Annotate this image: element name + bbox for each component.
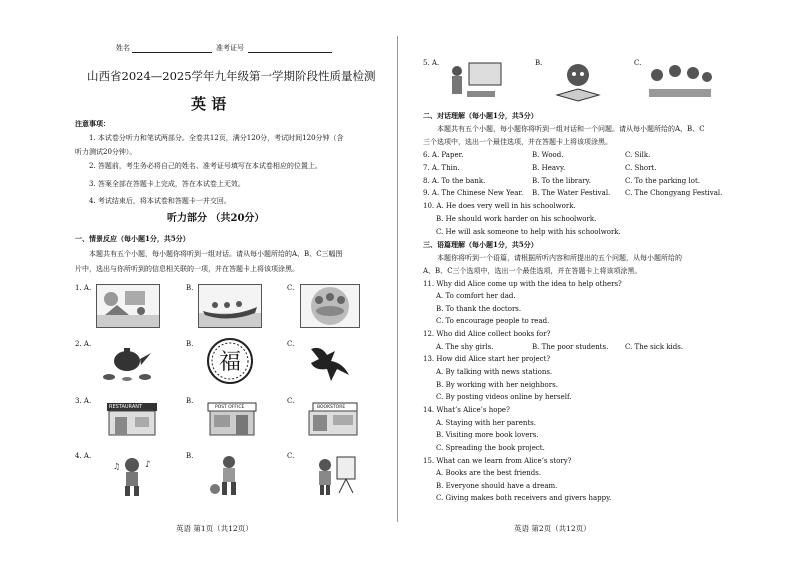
q3-option-a-restaurant-image bbox=[104, 400, 160, 438]
q10-option-a: 10. A. He does very well in his schoolwork. bbox=[423, 202, 576, 210]
footer-left: 英语 第1页（共12页） bbox=[176, 524, 253, 533]
q13-option-b: B. By working with her neighbors. bbox=[436, 381, 558, 389]
q10-option-c: C. He will ask someone to help with his schoolwork. bbox=[436, 228, 621, 236]
q11-stem: 11. Why did Alice come up with the idea to help others? bbox=[423, 280, 622, 288]
q14-option-c: C. Spreading the book project. bbox=[436, 444, 545, 452]
q12-option-c: C. The sick kids. bbox=[625, 343, 684, 351]
q13-stem: 13. How did Alice start her project? bbox=[423, 355, 551, 363]
q6-option-a: 6. A. Paper. bbox=[423, 151, 464, 159]
notes-title: 注意事项： bbox=[75, 119, 110, 128]
section3-title: 三、语篇理解（每小题1分，共5分） bbox=[423, 240, 538, 249]
name-underline bbox=[132, 52, 212, 53]
q12-stem: 12. Who did Alice collect books for? bbox=[423, 330, 551, 338]
q11-option-c: C. To encourage people to read. bbox=[436, 317, 550, 325]
q1-c-label: C. bbox=[287, 284, 295, 292]
subject-title: 英 语 bbox=[191, 95, 227, 113]
q7-option-b: B. Heavy. bbox=[532, 164, 566, 172]
q2-option-b-fu-character-image bbox=[198, 336, 262, 386]
post-office-sign-text: POST OFFICE bbox=[215, 405, 245, 410]
q3-option-b-post-office-image bbox=[205, 400, 259, 438]
q3-number: 3. A. bbox=[75, 397, 92, 405]
q15-option-a: A. Books are the best friends. bbox=[436, 469, 542, 477]
svg-text:♫: ♫ bbox=[113, 462, 121, 471]
q11-option-a: A. To comfort her dad. bbox=[436, 292, 516, 300]
q5-option-b-reading-boy-image bbox=[546, 58, 610, 106]
q2-option-a-teapot-image bbox=[96, 340, 160, 384]
q9-option-c: C. The Chongyang Festival. bbox=[625, 189, 723, 197]
q5-number: 5. A. bbox=[423, 59, 440, 67]
q15-option-b: B. Everyone should have a dream. bbox=[436, 482, 558, 490]
q4-option-b-basketball-boy-image bbox=[198, 452, 262, 498]
q11-option-b: B. To thank the doctors. bbox=[436, 305, 522, 313]
exam-number-label: 准考证号 bbox=[216, 44, 244, 52]
footer-right: 英语 第2页（共12页） bbox=[514, 524, 591, 533]
q3-c-label: C. bbox=[287, 397, 295, 405]
q3-b-label: B. bbox=[186, 397, 194, 405]
section2-instruction-2: 三个选项中，选出一个最佳选项，并在答题卡上将该项涂黑。 bbox=[423, 138, 612, 146]
bookstore-sign-text: BOOKSTORE bbox=[317, 405, 346, 410]
q2-option-c-paper-cut-image bbox=[300, 340, 360, 384]
q9-option-a: 9. A. The Chinese New Year. bbox=[423, 189, 524, 197]
section3-instruction-1: 本题你将听到一个语篇，请根据所听内容和所提出的五个问题，从每小题所给的 bbox=[437, 254, 682, 262]
section3-instruction-2: A、B、C三个选项中，选出一个最佳选项，并在答题卡上将该项涂黑。 bbox=[423, 267, 642, 275]
q1-b-label: B. bbox=[186, 284, 194, 292]
q13-option-c: C. By posting videos online by herself. bbox=[436, 393, 572, 401]
q14-stem: 14. What’s Alice’s hope? bbox=[423, 406, 510, 414]
q3-option-c-bookstore-image bbox=[306, 398, 360, 438]
note-1: 1. 本试卷分听力和笔试两部分。全卷共12页，满分120分，考试时间120分钟（含 bbox=[89, 134, 344, 142]
section2-title: 二、对话理解（每小题1分，共5分） bbox=[423, 111, 538, 120]
q15-stem: 15. What can we learn from Alice’s story? bbox=[423, 457, 572, 465]
svg-text:福: 福 bbox=[218, 350, 242, 375]
q4-option-c-painting-boy-image bbox=[310, 452, 360, 498]
q8-option-c: C. To the parking lot. bbox=[625, 177, 700, 185]
q5-option-c-group-study-image bbox=[644, 58, 716, 106]
q6-option-c: C. Silk. bbox=[625, 151, 651, 159]
section1-instruction-1: 本题共有五个小题，每小题你将听到一组对话。请从每小题所给的A、B、C三幅图 bbox=[89, 250, 343, 258]
restaurant-sign-text: RESTAURANT bbox=[109, 404, 143, 410]
q15-option-c: C. Giving makes both receivers and givers happy. bbox=[436, 494, 612, 502]
q4-number: 4. A. bbox=[75, 452, 92, 460]
q14-option-a: A. Staying with her parents. bbox=[436, 419, 536, 427]
q8-option-a: 8. A. To the bank. bbox=[423, 177, 486, 185]
q10-option-b: B. He should work harder on his schoolwork. bbox=[436, 215, 597, 223]
q1-option-c-family-dinner-image bbox=[300, 284, 360, 328]
q1-option-a-festival-image bbox=[96, 284, 160, 328]
exam-title: 山西省2024—2025学年九年级第一学期阶段性质量检测 bbox=[87, 69, 376, 83]
q4-c-label: C. bbox=[287, 452, 295, 460]
q13-option-a: A. By talking with news stations. bbox=[436, 368, 553, 376]
svg-text:♪: ♪ bbox=[145, 460, 151, 470]
section1-title: 一、情景反应（每小题1分，共5分） bbox=[75, 234, 190, 243]
q2-c-label: C. bbox=[287, 340, 295, 348]
note-2: 2. 答题前，考生务必将自己的姓名、准考证号填写在本试卷相应的位置上。 bbox=[89, 162, 322, 170]
q5-option-a-classroom-image bbox=[442, 58, 506, 106]
note-3: 3. 答案全部在答题卡上完成，答在本试卷上无效。 bbox=[89, 180, 245, 188]
q8-option-b: B. To the library. bbox=[532, 177, 591, 185]
q1-number: 1. A. bbox=[75, 284, 92, 292]
name-label: 姓名 bbox=[116, 44, 130, 52]
q7-option-a: 7. A. Thin. bbox=[423, 164, 460, 172]
section1-instruction-2: 片中，选出与你所听到的信息相关联的一项，并在答题卡上将该项涂黑。 bbox=[75, 265, 299, 273]
q1-option-b-dragon-boat-image bbox=[198, 284, 262, 328]
exam-number-underline bbox=[248, 52, 332, 53]
q9-option-b: B. The Water Festival. bbox=[532, 189, 611, 197]
section2-instruction-1: 本题共有五个小题，每小题你将听到一组对话和一个问题。请从每小题所给的A、B、C bbox=[437, 125, 705, 133]
q12-option-b: B. The poor students. bbox=[532, 343, 609, 351]
q7-option-c: C. Short. bbox=[625, 164, 657, 172]
q2-b-label: B. bbox=[186, 340, 194, 348]
q4-b-label: B. bbox=[186, 452, 194, 460]
q4-option-a-singing-boy-image bbox=[104, 452, 160, 498]
q6-option-b: B. Wood. bbox=[532, 151, 564, 159]
q2-number: 2. A. bbox=[75, 340, 92, 348]
note-4: 4. 考试结束后，将本试卷和答题卡一并交回。 bbox=[89, 197, 231, 205]
q12-option-a: A. The shy girls. bbox=[436, 343, 494, 351]
listening-title: 听力部分 （共20分） bbox=[167, 213, 265, 224]
q14-option-b: B. Visiting more book lovers. bbox=[436, 431, 539, 439]
page-divider bbox=[397, 36, 398, 522]
q5-b-label: B. bbox=[535, 59, 543, 67]
note-1-cont: 听力测试20分钟）。 bbox=[75, 148, 137, 156]
q5-c-label: C. bbox=[634, 59, 642, 67]
